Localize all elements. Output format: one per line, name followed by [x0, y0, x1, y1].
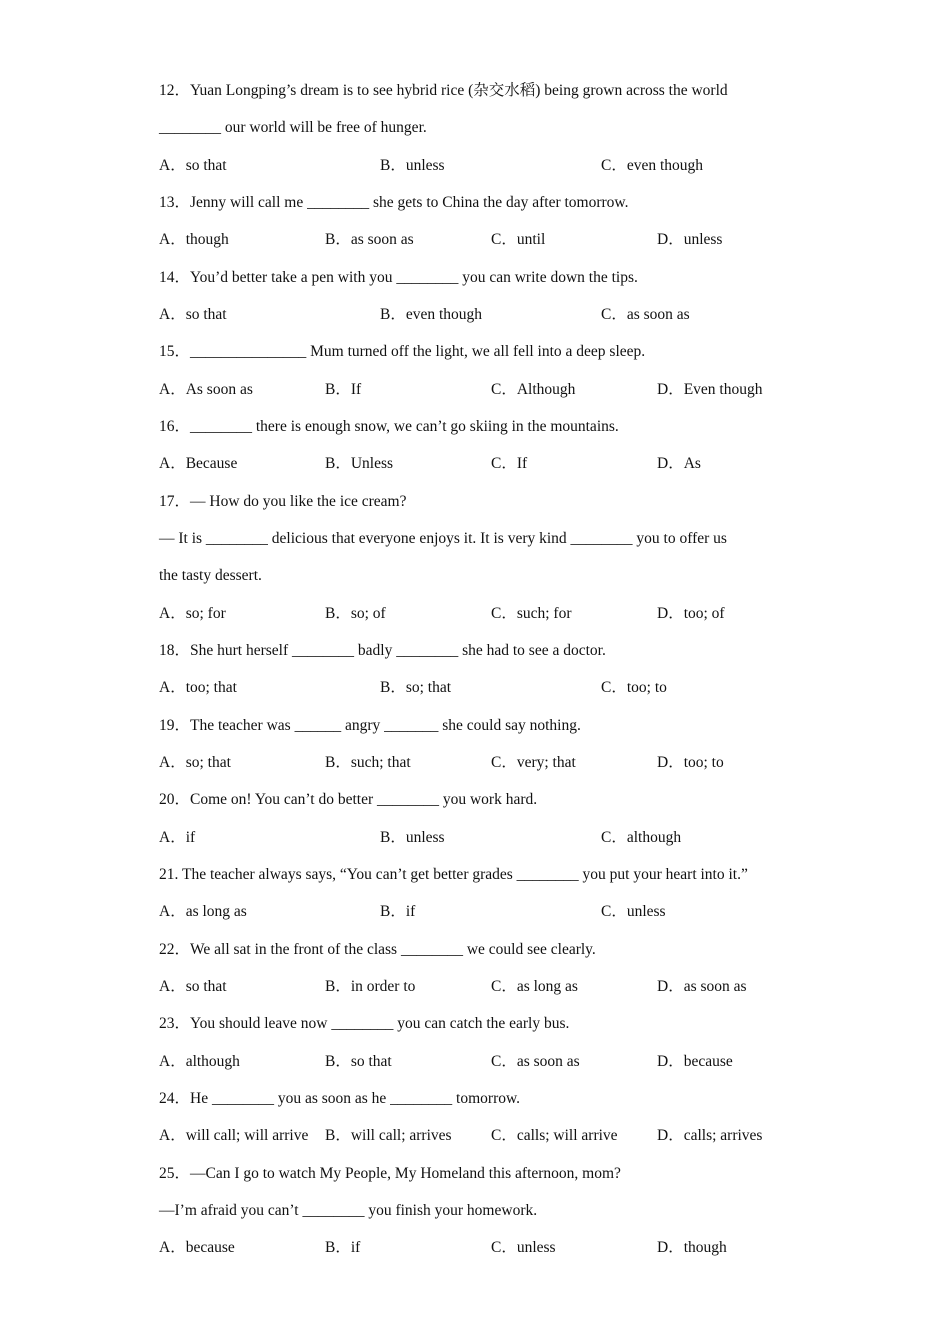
question-20-line-1: 20．Come on! You can’t do better ________ you work hard. [159, 791, 538, 808]
option-d: D．because [657, 1053, 733, 1070]
option-c: C．until [491, 231, 546, 248]
question-21-options [159, 902, 799, 922]
option-d: D．Even though [657, 381, 763, 398]
question-18-options [159, 678, 799, 698]
option-b: B．in order to [325, 978, 416, 995]
option-a: A．too; that [159, 679, 237, 696]
question-15-line-1: 15．_______________ Mum turned off the light, we all fell into a deep sleep. [159, 343, 646, 360]
question-12-options [159, 156, 799, 176]
option-d: D．too; of [657, 605, 725, 622]
question-25-line-1: 25．—Can I go to watch My People, My Homeland this afternoon, mom? [159, 1165, 621, 1182]
question-17-line-3: the tasty dessert. [159, 567, 262, 584]
question-22-options [159, 977, 799, 997]
option-d: D．calls; arrives [657, 1127, 763, 1144]
option-b: B．so; of [325, 605, 386, 622]
option-a: A．so that [159, 157, 227, 174]
option-d: D．though [657, 1239, 727, 1256]
option-a: A．will call; will arrive [159, 1127, 309, 1144]
question-24-line-1: 24．He ________ you as soon as he ________ tomorrow. [159, 1090, 521, 1107]
question-19-options [159, 753, 799, 773]
question-17-line-1: 17．— How do you like the ice cream? [159, 493, 407, 510]
option-c: C．Although [491, 381, 576, 398]
option-d: D．as soon as [657, 978, 747, 995]
question-19-line-1: 19．The teacher was ______ angry _______ she could say nothing. [159, 717, 581, 734]
question-20-options [159, 828, 799, 848]
option-b: B．Unless [325, 455, 394, 472]
question-23-options [159, 1052, 799, 1072]
option-c: C．If [491, 455, 528, 472]
option-b: B．even though [380, 306, 483, 323]
option-b: B．so that [325, 1053, 392, 1070]
option-c: C．unless [601, 903, 666, 920]
option-c: C．as soon as [491, 1053, 580, 1070]
question-22-line-1: 22．We all sat in the front of the class ________ we could see clearly. [159, 941, 596, 958]
question-17-options [159, 604, 799, 624]
option-a: A．though [159, 231, 229, 248]
question-14-options [159, 305, 799, 325]
option-b: B．will call; arrives [325, 1127, 452, 1144]
question-21-line-1: 21. The teacher always says, “You can’t get better grades ________ you put your heart into it.” [159, 866, 748, 883]
option-c: C．although [601, 829, 682, 846]
question-25-line-2: —I’m afraid you can’t ________ you finish your homework. [159, 1202, 538, 1219]
option-d: D．too; to [657, 754, 724, 771]
option-c: C．as long as [491, 978, 578, 995]
question-23-line-1: 23．You should leave now ________ you can catch the early bus. [159, 1015, 570, 1032]
question-17-line-2: — It is ________ delicious that everyone enjoys it. It is very kind ________ you to offer us [159, 530, 727, 547]
option-a: A．so that [159, 978, 227, 995]
option-a: A．although [159, 1053, 240, 1070]
question-18-line-1: 18．She hurt herself ________ badly ________ she had to see a doctor. [159, 642, 606, 659]
option-a: A．as long as [159, 903, 247, 920]
question-12-line-1: 12．Yuan Longping’s dream is to see hybrid rice (杂交水稻) being grown across the world [159, 82, 728, 99]
question-13-options [159, 230, 799, 250]
option-b: B．as soon as [325, 231, 414, 248]
option-a: A．so; that [159, 754, 231, 771]
question-24-options [159, 1126, 799, 1146]
option-b: B．unless [380, 829, 445, 846]
question-12-line-2: ________ our world will be free of hunger. [159, 119, 427, 136]
option-c: C．calls; will arrive [491, 1127, 618, 1144]
question-25-options [159, 1238, 799, 1258]
question-16-line-1: 16．________ there is enough snow, we can’t go skiing in the mountains. [159, 418, 619, 435]
question-14-line-1: 14．You’d better take a pen with you ________ you can write down the tips. [159, 269, 638, 286]
option-a: A．because [159, 1239, 235, 1256]
option-c: C．as soon as [601, 306, 690, 323]
option-b: B．if [325, 1239, 361, 1256]
option-c: C．unless [491, 1239, 556, 1256]
option-a: A．so; for [159, 605, 226, 622]
option-c: C．very; that [491, 754, 576, 771]
question-16-options [159, 454, 799, 474]
option-a: A．so that [159, 306, 227, 323]
option-d: D．unless [657, 231, 723, 248]
option-a: A．if [159, 829, 196, 846]
option-a: A．As soon as [159, 381, 253, 398]
option-b: B．such; that [325, 754, 411, 771]
option-a: A．Because [159, 455, 238, 472]
option-b: B．If [325, 381, 362, 398]
option-c: C．too; to [601, 679, 667, 696]
question-13-line-1: 13．Jenny will call me ________ she gets to China the day after tomorrow. [159, 194, 629, 211]
question-15-options [159, 380, 799, 400]
option-c: C．such; for [491, 605, 572, 622]
option-b: B．unless [380, 157, 445, 174]
option-d: D．As [657, 455, 701, 472]
option-b: B．so; that [380, 679, 452, 696]
option-c: C．even though [601, 157, 704, 174]
option-b: B．if [380, 903, 416, 920]
